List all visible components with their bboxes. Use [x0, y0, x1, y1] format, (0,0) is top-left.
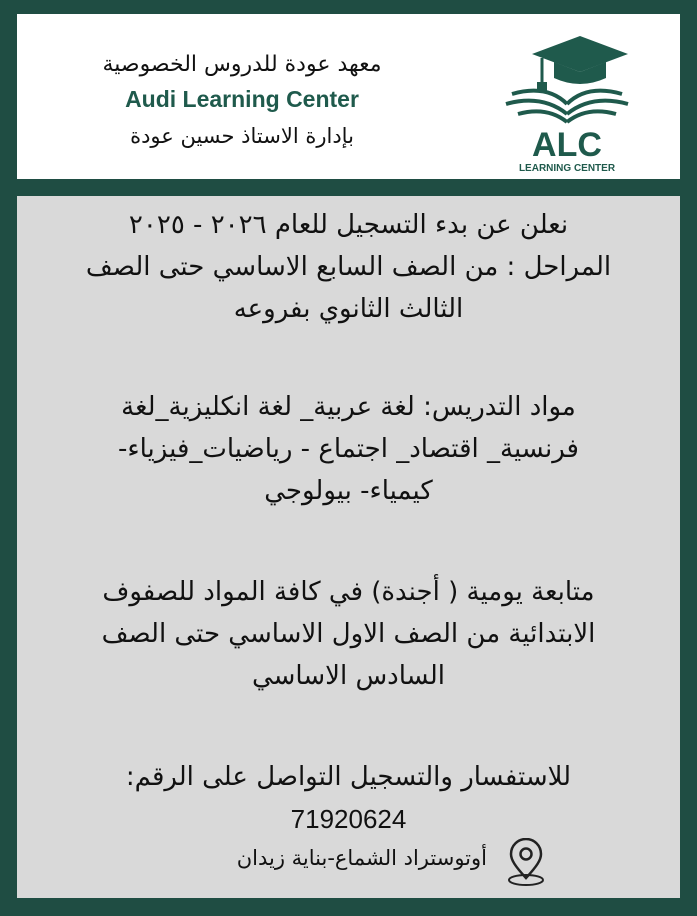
logo-subtitle: LEARNING CENTER [518, 163, 616, 174]
announcement-line-3: الثالث الثانوي بفروعه [233, 294, 464, 324]
logo-acronym: ALC [532, 126, 602, 164]
alc-logo [492, 32, 642, 174]
address-text: أوتوستراد الشماع-بناية زيدان [236, 846, 487, 870]
subjects-line-2: فرنسية_ اقتصاد_ اجتماع - رياضيات_فيزياء- [117, 434, 579, 464]
followup-line-3: السادس الاساسي [251, 661, 446, 691]
followup-line-1: متابعة يومية ( أجندة) في كافة المواد للصفوف [102, 577, 595, 607]
announcement-line-1: نعلن عن بدء التسجيل للعام ٢٠٢٦ - ٢٠٢٥ [128, 210, 569, 240]
announcement-block [37, 204, 660, 330]
subjects-block [37, 386, 660, 512]
subjects-line-3: كيمياء- بيولوجي [264, 476, 433, 506]
location-pin-icon [505, 838, 547, 886]
subjects-line-1: مواد التدريس: لغة عربية_ لغة انكليزية_لغة [121, 392, 576, 422]
open-book-icon [506, 91, 628, 122]
followup-line-2: الابتدائية من الصف الاول الاساسي حتى الصف [101, 619, 596, 649]
institute-name-arabic: معهد عودة للدروس الخصوصية [102, 52, 382, 77]
announcement-line-2: المراحل : من الصف السابع الاساسي حتى الصف [85, 252, 612, 282]
management-line: بإدارة الاستاذ حسين عودة [130, 124, 354, 148]
institute-name-english: Audi Learning Center [125, 86, 359, 112]
header-text [57, 50, 427, 152]
phone-number[interactable]: 71920624 [290, 804, 407, 834]
graduation-cap-icon [532, 36, 628, 92]
followup-block [37, 571, 660, 697]
address-row [187, 838, 547, 888]
header-banner [17, 14, 680, 179]
contact-label: للاستفسار والتسجيل التواصل على الرقم: [125, 762, 572, 792]
contact-block [37, 756, 660, 840]
announcement-panel [17, 196, 680, 898]
